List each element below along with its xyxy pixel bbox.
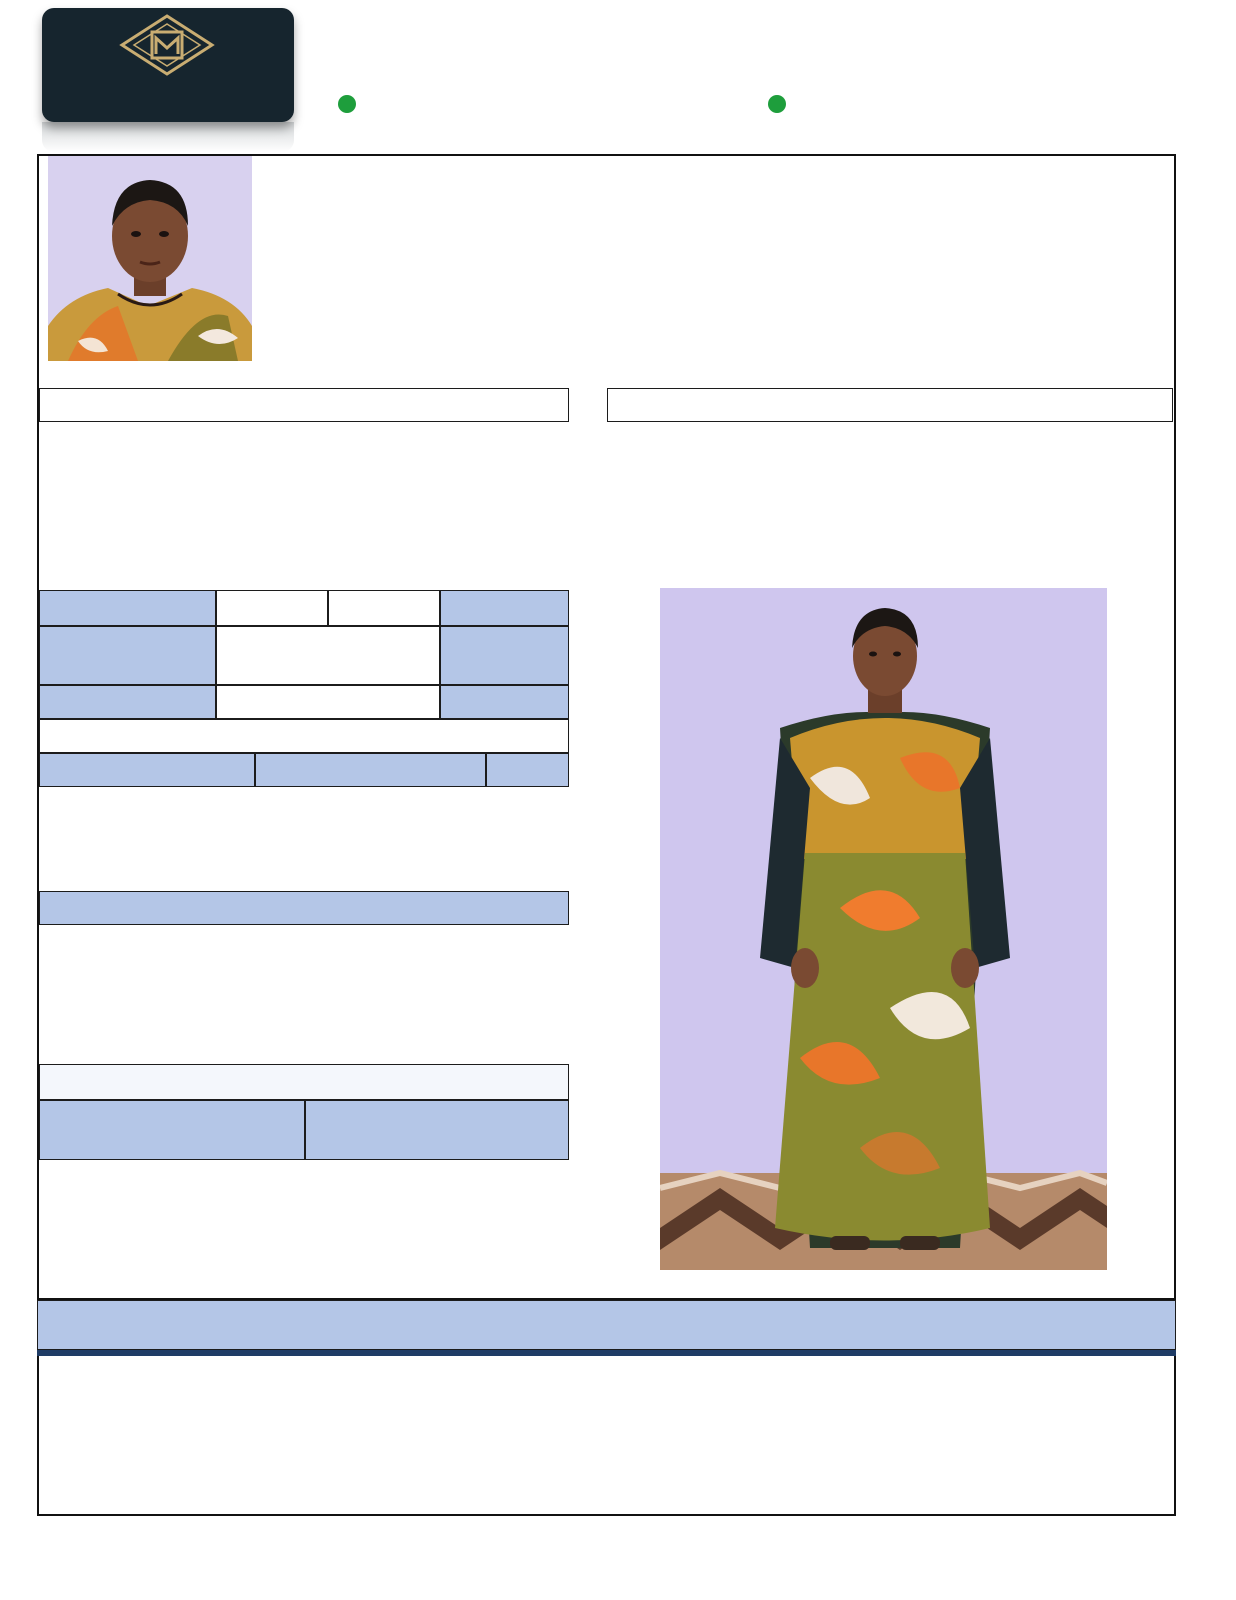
remarks-textarea[interactable]: [37, 1356, 1176, 1516]
education-label: [39, 626, 216, 685]
education-value: [216, 626, 440, 685]
tel-label-ar: [440, 685, 569, 719]
weight-value: [328, 590, 440, 626]
height-weight-label: [39, 590, 216, 626]
english-column-header: [39, 1100, 305, 1160]
overseas-header: [39, 719, 569, 753]
height-weight-label-ar: [440, 590, 569, 626]
full-body-photo: [660, 588, 1107, 1270]
height-value: [216, 590, 328, 626]
languages-header: [39, 1064, 569, 1100]
col-period: [255, 753, 486, 787]
skills-header: [39, 891, 569, 925]
portrait-photo: [48, 156, 252, 361]
tel-value: [216, 685, 440, 719]
logo-reflection: [42, 122, 294, 152]
personal-info-header: [39, 388, 569, 422]
whatsapp-icon: [768, 95, 786, 113]
phone-1: [338, 94, 362, 117]
arabic-column-header: [305, 1100, 569, 1160]
whatsapp-icon: [338, 95, 356, 113]
passport-header: [607, 388, 1173, 422]
phone-2: [768, 94, 792, 117]
logo-emblem-icon: [112, 14, 222, 76]
col-date: [486, 753, 569, 787]
col-country: [39, 753, 255, 787]
remarks-header: [37, 1300, 1176, 1350]
tel-label: [39, 685, 216, 719]
education-label-ar: [440, 626, 569, 685]
